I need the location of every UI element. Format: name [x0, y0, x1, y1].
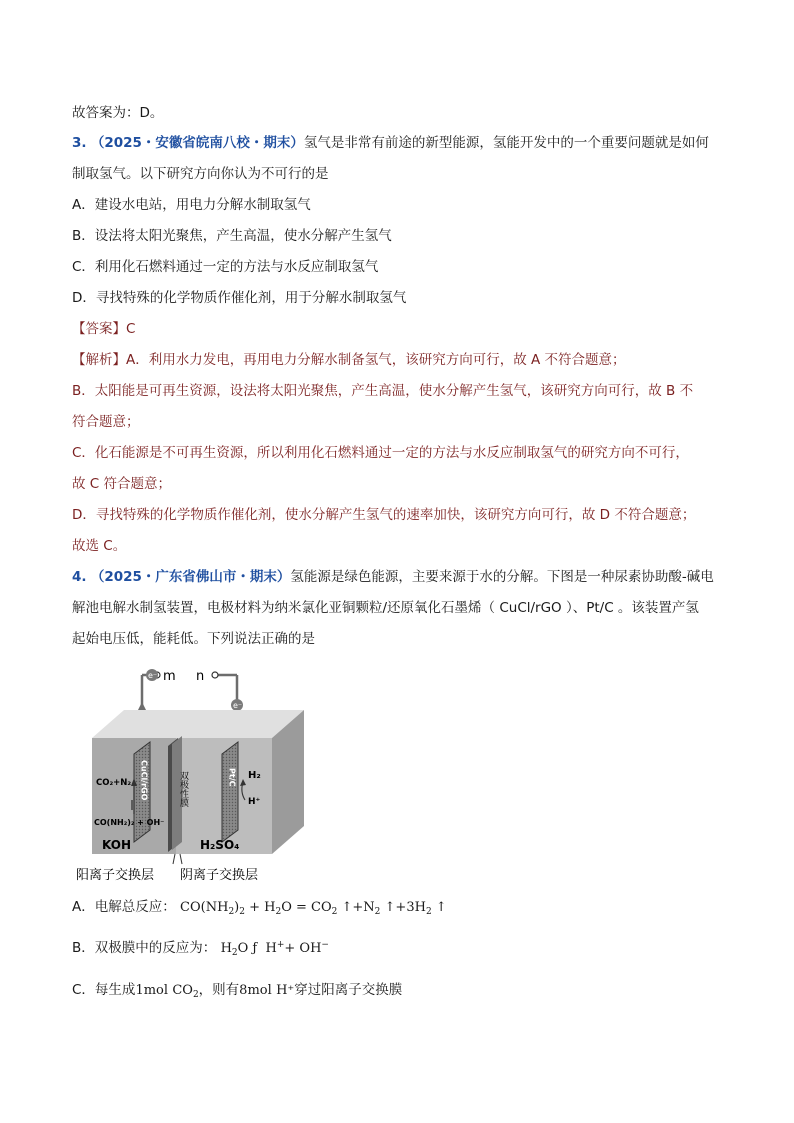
q4-option-a	[72, 898, 447, 917]
option-c-text-2: ，则有	[198, 982, 240, 998]
h2-label: H₂	[248, 770, 261, 781]
answer-tag: 【答案】	[72, 321, 126, 337]
q3-option-d: D．寻找特殊的化学物质作催化剂，用于分解水制取氢气	[72, 290, 407, 306]
h-plus-label: H⁺	[248, 797, 261, 807]
q3-stem-line2: 制取氢气。以下研究方向你认为不可行的是	[72, 166, 329, 182]
option-c-text-3: 穿过阳离子交换膜	[294, 982, 403, 998]
q3-option-b: B．设法将太阳光聚焦，产生高温，使水分解产生氢气	[72, 228, 392, 244]
q4-option-c	[72, 981, 402, 1000]
q3-analysis-line5: 故 C 符合题意；	[72, 476, 172, 492]
q4-stem-line1	[72, 568, 714, 586]
urea-label: CO(NH₂)₂ + OH⁻	[94, 818, 165, 827]
q4-option-b	[72, 939, 329, 958]
anion-exchange-layer-label: 阴离子交换层	[180, 868, 259, 883]
electrolysis-diagram	[72, 666, 312, 884]
h2so4-label: H₂SO₄	[200, 838, 240, 852]
q4-stem-text: 氢能源是绿色能源，主要来源于水的分解。下图是一种尿素协助酸-碱电	[290, 569, 714, 585]
option-c-amount: 1mol	[135, 983, 169, 998]
koh-label: KOH	[102, 838, 132, 852]
q3-analysis-line3: 符合题意；	[72, 414, 140, 430]
q3-analysis-line4: C．化石能源是不可再生资源，所以利用化石燃料通过一定的方法与水反应制取氢气的研究方向不可行，	[72, 445, 689, 461]
option-a-prefix: A．电解总反应：	[72, 899, 176, 915]
q3-answer	[72, 320, 135, 338]
previous-answer: 故答案为：D。	[72, 105, 164, 121]
q3-source: （2025・安徽省皖南八校・期末）	[90, 135, 304, 151]
analysis-tag: 【解析】	[72, 352, 126, 368]
cell-top-face	[92, 710, 304, 738]
q3-analysis-line2: B．太阳能是可再生资源，设法将太阳光聚焦，产生高温，使水分解产生氢气，该研究方向可行，故 B 不	[72, 383, 694, 399]
analysis-text: A．利用水力发电，再用电力分解水制备氢气，该研究方向可行，故 A 不符合题意；	[126, 352, 626, 368]
q4-source: （2025・广东省佛山市・期末）	[90, 569, 291, 585]
option-a-equation: $CO(NH_2)_2 + H_2O = CO_2$ $↑+N_2$ $↑+3H_2$ ↑	[180, 900, 447, 917]
option-c-co2: $CO_2$	[172, 983, 199, 1000]
cathode-electrode	[222, 742, 238, 842]
q4-number: 4.	[72, 569, 87, 585]
cation-exchange-layer-label: 阳离子交换层	[76, 868, 155, 883]
electron-top-left	[146, 669, 158, 681]
answer-value: C	[126, 321, 136, 337]
option-c-h-plus: H⁺	[276, 983, 295, 998]
q4-stem-line3: 起始电压低，能耗低。下列说法正确的是	[72, 631, 315, 647]
svg-text:e⁻: e⁻	[148, 671, 158, 680]
q3-analysis-line7: 故选 C。	[72, 538, 127, 554]
cathode-label: Pt/C	[227, 768, 237, 787]
bipolar-membrane-label: 双极性膜	[178, 771, 188, 807]
option-c-text-1: C．每生成	[72, 982, 136, 998]
terminal-n	[212, 672, 218, 678]
co2-n2-label: CO₂+N₂	[96, 778, 132, 788]
q3-stem-line1	[72, 134, 709, 152]
label-m: m	[163, 669, 176, 684]
anode-label: CuCl/rGO	[139, 760, 149, 801]
option-b-equation: $H_2O$ ƒ H++ OH−	[220, 940, 329, 958]
q3-stem-text: 氢气是非常有前途的新型能源，氢能开发中的一个重要问题就是如何	[303, 135, 709, 151]
label-n: n	[196, 669, 205, 684]
q3-analysis-line1	[72, 351, 626, 369]
option-c-amount-2: 8mol	[239, 983, 272, 998]
q3-number: 3.	[72, 135, 87, 151]
q4-stem-line2: 解池电解水制氢装置，电极材料为纳米氯化亚铜颗粒/还原氧化石墨烯（ CuCl/rGO ）、Pt/C 。该装置产氢	[72, 600, 699, 616]
q3-option-c: C．利用化石燃料通过一定的方法与水反应制取氢气	[72, 259, 379, 275]
q3-option-a: A．建设水电站，用电力分解水制取氢气	[72, 197, 311, 213]
svg-text:e⁻: e⁻	[233, 701, 243, 710]
q3-analysis-line6: D．寻找特殊的化学物质作催化剂，使水分解产生氢气的速率加快，该研究方向可行，故 D 不符合题意；	[72, 507, 696, 523]
option-b-prefix: B．双极膜中的反应为：	[72, 940, 217, 956]
